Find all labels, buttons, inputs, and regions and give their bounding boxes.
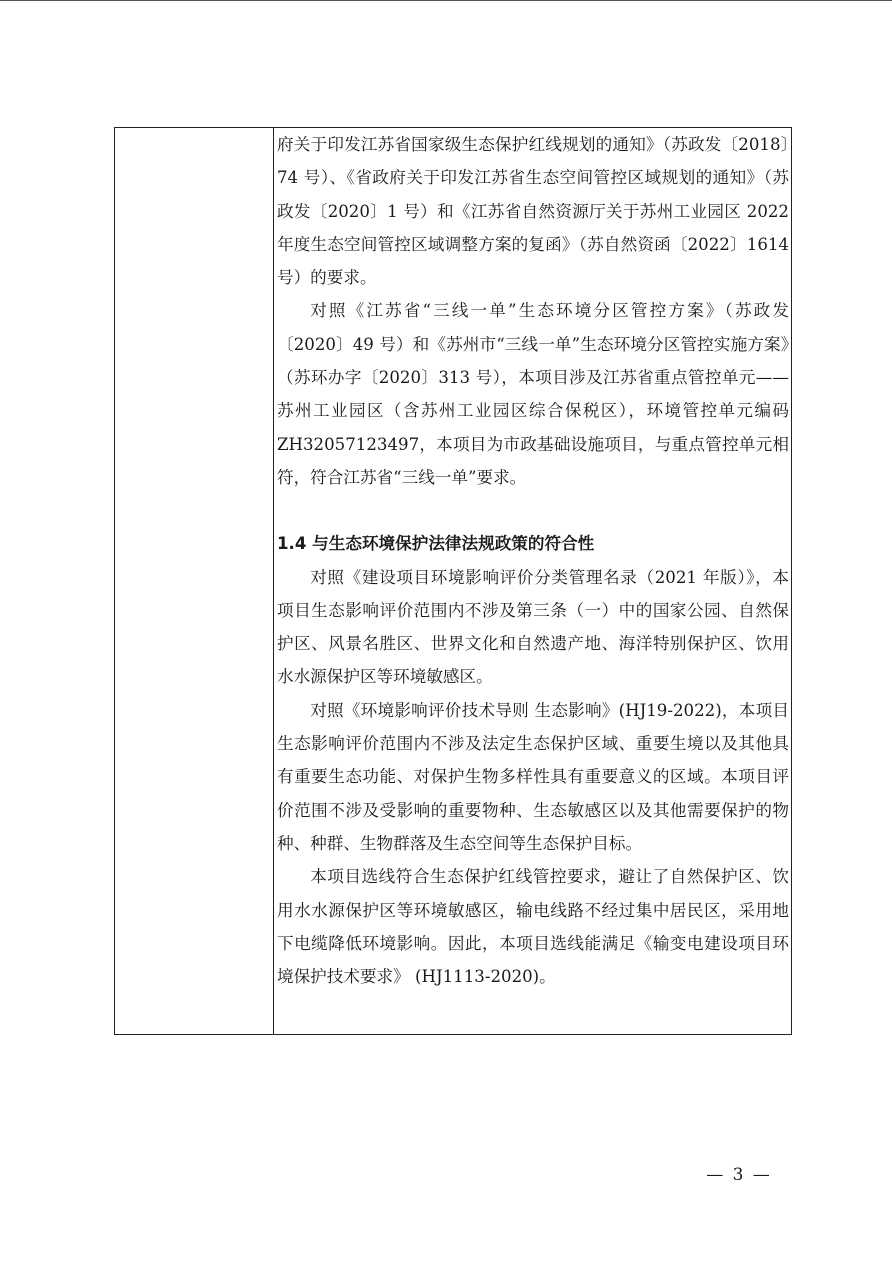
paragraph-ecological-guideline: 对照《环境影响评价技术导则 生态影响》(HJ19-2022)，本项目生态影响评价范围内不涉及法定生态保护区域、重要生境以及其他具有重要生态功能、对保护生物多样性具有重要意义的区域。本项目评价范围不涉及受影响的重要物种、生态敏感区以及其他需要保护的物种、种群、生物群落及生态空间等生态保护目标。 xyxy=(277,700,789,853)
page-top-border xyxy=(0,0,892,1)
section-heading: 1.4 与生态环境保护法律法规政策的符合性 xyxy=(277,534,595,554)
paragraph-classification-catalog: 对照《建设项目环境影响评价分类管理名录（2021 年版）》，本项目生态影响评价范围内不涉及第三条（一）中的国家公园、自然保护区、风景名胜区、世界文化和自然遗产地、海洋特别保护区、饮用水水源保护区等环境敏感区。 xyxy=(277,567,789,687)
paragraph-spacer xyxy=(277,494,789,527)
table-left-cell xyxy=(115,128,274,1034)
paragraph-redline-continuation: 府关于印发江苏省国家级生态保护红线规划的通知》（苏政发〔2018〕74 号）、《省政府关于印发江苏省生态空间管控区域规划的通知》（苏政发〔2020〕1 号）和《江苏省自然资源厅关于苏州工业园区 2022 年度生态空间管控区域调整方案的复函》（苏自然资函〔2022〕1614 号）的要求。 xyxy=(277,135,789,288)
paragraph-three-lines-one-list: 对照《江苏省“三线一单”生态环境分区管控方案》（苏政发〔2020〕49 号）和《苏州市“三线一单”生态环境分区管控实施方案》（苏环办字〔2020〕313 号），本项目涉及江苏省重点管控单元——苏州工业园区（含苏州工业园区综合保税区），环境管控单元编码 ZH32057123497，本项目为市政基础设施项目，与重点管控单元相符，符合江苏省“三线一单”要求。 xyxy=(277,301,789,487)
content-table xyxy=(114,127,792,1035)
paragraph-route-selection: 本项目选线符合生态保护红线管控要求，避让了自然保护区、饮用水水源保护区等环境敏感区，输电线路不经过集中居民区，采用地下电缆降低环境影响。因此，本项目选线能满足《输变电建设项目环境保护技术要求》 (HJ1113-2020)。 xyxy=(277,867,789,987)
page-number: — 3 — xyxy=(706,1165,772,1185)
table-right-cell xyxy=(275,128,791,1034)
